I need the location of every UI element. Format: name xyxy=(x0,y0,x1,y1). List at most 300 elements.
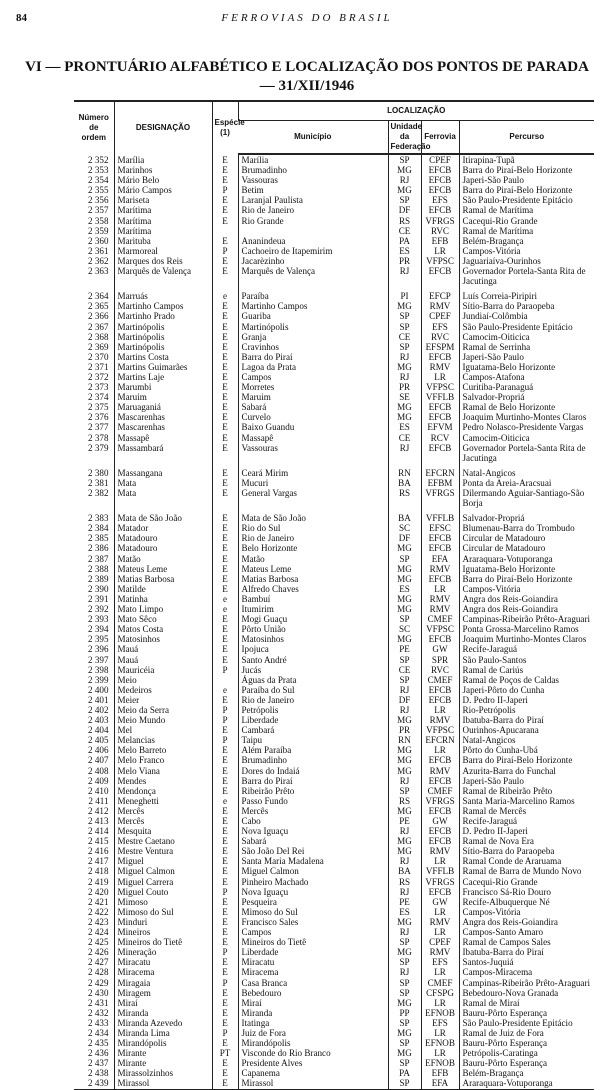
cell-designacao: Mato Sêco xyxy=(114,614,212,624)
cell-ferrovia: EFA xyxy=(421,1078,459,1089)
cell-ferrovia: VFFLB xyxy=(421,513,459,523)
cell-designacao: Mel xyxy=(114,725,212,735)
cell-percurso: Barra do Piraí-Belo Horizonte xyxy=(459,165,594,175)
cell-percurso: Recife-Jaraguá xyxy=(459,816,594,826)
cell-numero: 2 354 xyxy=(88,175,109,186)
cell-especie: E xyxy=(212,468,238,478)
cell-percurso: Japeri-São Paulo xyxy=(459,776,594,786)
cell-especie: E xyxy=(212,624,238,634)
cell-especie: E xyxy=(212,917,238,927)
cell-percurso: Salvador-Propriá xyxy=(459,392,594,402)
cell-designacao: Miracema xyxy=(114,967,212,977)
cell-percurso: Bauru-Pôrto Esperança xyxy=(459,1038,594,1048)
cell-percurso: Pedro Nolasco-Presidente Vargas xyxy=(459,422,594,432)
table-row xyxy=(74,362,594,372)
cell-unidade: DF xyxy=(388,695,421,705)
cell-percurso: Santa Maria-Marcelino Ramos xyxy=(459,796,594,806)
cell-unidade: CE xyxy=(388,665,421,675)
cell-designacao: Marília xyxy=(114,154,212,165)
cell-percurso: Ourinhos-Apucarana xyxy=(459,725,594,735)
cell-numero: 2 362 xyxy=(88,255,109,266)
cell-numero: 2 397 xyxy=(88,654,109,665)
cell-unidade xyxy=(388,498,421,508)
table-row xyxy=(74,695,594,705)
cell-especie: E xyxy=(212,816,238,826)
cell-ferrovia: LR xyxy=(421,927,459,937)
cell-especie: E xyxy=(212,322,238,332)
cell-municipio: Baixo Guandu xyxy=(238,422,388,432)
table-row xyxy=(74,478,594,488)
cell-percurso: Barra do Piraí-Belo Horizonte xyxy=(459,574,594,584)
cell-designacao: Martinho Prado xyxy=(114,311,212,321)
cell-designacao: Miguel xyxy=(114,856,212,866)
cell-percurso: Ramal de Marítima xyxy=(459,205,594,215)
cell-numero: 2 403 xyxy=(88,715,109,726)
cell-municipio: Santa Maria Madalena xyxy=(238,856,388,866)
table-row xyxy=(74,978,594,988)
cell-percurso: Campos-Vitória xyxy=(459,246,594,256)
cell-numero: 2 385 xyxy=(88,533,109,544)
cell-municipio: Pinheiro Machado xyxy=(238,877,388,887)
cell-percurso: Ramal de Nova Era xyxy=(459,836,594,846)
table-row xyxy=(74,927,594,937)
cell-percurso: Natal-Angicos xyxy=(459,735,594,745)
cell-unidade: MG xyxy=(388,412,421,422)
cell-numero: 2 393 xyxy=(88,614,109,625)
cell-municipio: Mineiros do Tietê xyxy=(238,937,388,947)
cell-percurso: Campinas-Ribeirão Prêto-Araguari xyxy=(459,978,594,988)
cell-unidade: RJ xyxy=(388,175,421,185)
cell-unidade: RJ xyxy=(388,887,421,897)
cell-designacao: Miguel Couto xyxy=(114,887,212,897)
cell-municipio: Guariba xyxy=(238,311,388,321)
table-row xyxy=(74,322,594,332)
table-row xyxy=(74,988,594,998)
header-municipio: Município xyxy=(238,121,388,155)
cell-numero: 2 400 xyxy=(88,684,109,695)
cell-especie: E xyxy=(212,836,238,846)
cell-ferrovia: EFCB xyxy=(421,533,459,543)
header-unidade: Unidade da Federação xyxy=(388,121,421,155)
cell-designacao: Marquês de Valença xyxy=(114,266,212,276)
table-row xyxy=(74,957,594,967)
cell-municipio: Ipojuca xyxy=(238,644,388,654)
cell-percurso: Luís Correia-Piripiri xyxy=(459,291,594,301)
cell-unidade: PR xyxy=(388,382,421,392)
cell-ferrovia: EFCB xyxy=(421,887,459,897)
cell-percurso: Ramal de Miraí xyxy=(459,998,594,1008)
table-row xyxy=(74,564,594,574)
table-row xyxy=(74,1068,594,1078)
cell-numero: 2 436 xyxy=(88,1048,109,1059)
cell-percurso: Araraquara-Votuporanga xyxy=(459,1078,594,1089)
cell-numero: 2 368 xyxy=(88,331,109,342)
cell-ferrovia: EFCB xyxy=(421,776,459,786)
cell-unidade: PA xyxy=(388,1068,421,1078)
cell-municipio: Bebedouro xyxy=(238,988,388,998)
table-row xyxy=(74,523,594,533)
stations-table xyxy=(74,100,594,1090)
cell-unidade: SP xyxy=(388,957,421,967)
cell-numero xyxy=(74,498,114,508)
cell-percurso: Jacutinga xyxy=(459,453,594,463)
cell-ferrovia: RMV xyxy=(421,917,459,927)
cell-numero: 2 389 xyxy=(88,573,109,584)
cell-percurso: Ibatuba-Barra do Piraí xyxy=(459,947,594,957)
cell-percurso: Campos-Miracema xyxy=(459,967,594,977)
cell-municipio: Mucuri xyxy=(238,478,388,488)
cell-numero: 2 366 xyxy=(88,311,109,322)
cell-especie: P xyxy=(212,978,238,988)
cell-unidade: RJ xyxy=(388,927,421,937)
table-row xyxy=(74,352,594,362)
cell-numero: 2 378 xyxy=(88,432,109,443)
cell-percurso: Campos-Atafona xyxy=(459,372,594,382)
cell-ferrovia: EFCB xyxy=(421,352,459,362)
cell-municipio: Pesqueira xyxy=(238,897,388,907)
cell-numero: 2 430 xyxy=(88,987,109,998)
cell-municipio: Ananindeua xyxy=(238,236,388,246)
cell-ferrovia: CPEF xyxy=(421,154,459,165)
cell-unidade: MG xyxy=(388,766,421,776)
cell-numero: 2 371 xyxy=(88,361,109,372)
cell-percurso: Francisco Sá-Rio Douro xyxy=(459,887,594,897)
cell-especie: E xyxy=(212,256,238,266)
cell-ferrovia: VFRGS xyxy=(421,488,459,498)
cell-designacao: Medeiros xyxy=(114,685,212,695)
table-row xyxy=(74,443,594,453)
cell-percurso: Ibatuba-Barra do Piraí xyxy=(459,715,594,725)
table-row xyxy=(74,1018,594,1028)
cell-numero: 2 418 xyxy=(88,866,109,877)
header-especie: Espécie (1) xyxy=(212,101,238,154)
cell-ferrovia xyxy=(421,453,459,463)
cell-unidade: DF xyxy=(388,533,421,543)
cell-percurso: Sítio-Barra do Paraopeba xyxy=(459,301,594,311)
cell-percurso: Governador Portela-Santa Rita de xyxy=(459,266,594,276)
cell-percurso: Ramal de Poços de Caldas xyxy=(459,675,594,685)
cell-unidade: RS xyxy=(388,877,421,887)
cell-unidade: ES xyxy=(388,246,421,256)
cell-numero: 2 364 xyxy=(88,291,109,302)
cell-ferrovia: VFPSC xyxy=(421,256,459,266)
cell-numero: 2 383 xyxy=(88,513,109,524)
cell-ferrovia: RMV xyxy=(421,301,459,311)
cell-municipio: Miraí xyxy=(238,998,388,1008)
cell-especie: E xyxy=(212,478,238,488)
cell-especie: E xyxy=(212,443,238,453)
table-row xyxy=(74,554,594,564)
cell-designacao xyxy=(114,453,212,463)
cell-municipio: Taipu xyxy=(238,735,388,745)
cell-numero: 2 370 xyxy=(88,351,109,362)
cell-designacao: Marruás xyxy=(114,291,212,301)
cell-especie: E xyxy=(212,165,238,175)
table-row xyxy=(74,1038,594,1048)
table-row xyxy=(74,332,594,342)
cell-ferrovia: RMV xyxy=(421,846,459,856)
cell-designacao: Mauricéia xyxy=(114,665,212,675)
cell-designacao: Mercês xyxy=(114,806,212,816)
table-row xyxy=(74,644,594,654)
cell-ferrovia: EFCB xyxy=(421,185,459,195)
cell-designacao: Marítima xyxy=(114,205,212,215)
cell-numero: 2 417 xyxy=(88,856,109,867)
cell-numero: 2 388 xyxy=(88,563,109,574)
cell-percurso: Angra dos Reis-Goiandira xyxy=(459,604,594,614)
cell-percurso: São Paulo-Presidente Epitácio xyxy=(459,195,594,205)
cell-ferrovia: CPEF xyxy=(421,937,459,947)
cell-municipio: Casa Branca xyxy=(238,978,388,988)
cell-especie: P xyxy=(212,715,238,725)
cell-designacao: Mineração xyxy=(114,947,212,957)
cell-designacao: Matão xyxy=(114,554,212,564)
cell-municipio: Laranjal Paulista xyxy=(238,195,388,205)
cell-percurso: Barra do Piraí-Belo Horizonte xyxy=(459,185,594,195)
cell-municipio: Cachoeiro de Itapemirim xyxy=(238,246,388,256)
cell-designacao: Matador xyxy=(114,523,212,533)
cell-municipio: Mimoso do Sul xyxy=(238,907,388,917)
cell-designacao: Martinho Campos xyxy=(114,301,212,311)
cell-percurso: D. Pedro II-Japeri xyxy=(459,826,594,836)
table-row xyxy=(74,866,594,876)
cell-unidade: MG xyxy=(388,1048,421,1058)
cell-percurso: Ramal de Marítima xyxy=(459,226,594,236)
cell-municipio: Miranda xyxy=(238,1008,388,1018)
cell-municipio: Rio Grande xyxy=(238,216,388,226)
cell-especie: E xyxy=(212,422,238,432)
cell-percurso: Ramal de Mercês xyxy=(459,806,594,816)
cell-designacao: Mirandópolis xyxy=(114,1038,212,1048)
table-row xyxy=(74,226,594,236)
cell-municipio: Mirassol xyxy=(238,1078,388,1089)
cell-unidade: MG xyxy=(388,301,421,311)
cell-especie: E xyxy=(212,205,238,215)
cell-numero: 2 414 xyxy=(88,826,109,837)
cell-municipio: Campos xyxy=(238,927,388,937)
cell-especie: E xyxy=(212,533,238,543)
cell-designacao: Matadouro xyxy=(114,543,212,553)
cell-especie: E xyxy=(212,897,238,907)
cell-municipio: São João Del Rei xyxy=(238,846,388,856)
cell-municipio: Curvelo xyxy=(238,412,388,422)
cell-especie: E xyxy=(212,372,238,382)
cell-designacao: Meio da Serra xyxy=(114,705,212,715)
cell-numero: 2 359 xyxy=(88,225,109,236)
cell-unidade: CE xyxy=(388,226,421,236)
cell-ferrovia: RMV xyxy=(421,362,459,372)
cell-designacao: Massangana xyxy=(114,468,212,478)
cell-numero: 2 384 xyxy=(88,523,109,534)
cell-municipio: Maruim xyxy=(238,392,388,402)
cell-designacao: Massapê xyxy=(114,433,212,443)
cell-designacao: Marinhos xyxy=(114,165,212,175)
cell-municipio: Bambuí xyxy=(238,594,388,604)
cell-designacao: Miranda Lima xyxy=(114,1028,212,1038)
cell-unidade: ES xyxy=(388,422,421,432)
cell-unidade: SP xyxy=(388,1018,421,1028)
cell-designacao: Melo Franco xyxy=(114,755,212,765)
cell-municipio: Cambará xyxy=(238,725,388,735)
cell-unidade: RJ xyxy=(388,372,421,382)
cell-especie: E xyxy=(212,342,238,352)
table-row xyxy=(74,685,594,695)
cell-ferrovia: EFCB xyxy=(421,266,459,276)
cell-unidade: SP xyxy=(388,554,421,564)
cell-unidade: MG xyxy=(388,806,421,816)
cell-designacao: Meneghetti xyxy=(114,796,212,806)
table-row xyxy=(74,806,594,816)
cell-unidade: SP xyxy=(388,154,421,165)
cell-unidade: PA xyxy=(388,236,421,246)
cell-numero: 2 386 xyxy=(88,543,109,554)
cell-designacao: Mercês xyxy=(114,816,212,826)
cell-unidade: SP xyxy=(388,614,421,624)
cell-especie xyxy=(212,675,238,685)
cell-unidade: SP xyxy=(388,322,421,332)
cell-municipio: Miracatu xyxy=(238,957,388,967)
cell-designacao: Mineiros xyxy=(114,927,212,937)
cell-municipio: Martinópolis xyxy=(238,322,388,332)
cell-designacao: Mário Campos xyxy=(114,185,212,195)
table-row xyxy=(74,195,594,205)
cell-ferrovia: EFA xyxy=(421,554,459,564)
cell-numero: 2 372 xyxy=(88,371,109,382)
cell-percurso: Japeri-São Paulo xyxy=(459,352,594,362)
table-row xyxy=(74,705,594,715)
table-row xyxy=(74,796,594,806)
cell-unidade: RJ xyxy=(388,776,421,786)
cell-designacao: Meio xyxy=(114,675,212,685)
cell-unidade: RJ xyxy=(388,826,421,836)
cell-unidade: RS xyxy=(388,488,421,498)
table-row xyxy=(74,614,594,624)
cell-especie: E xyxy=(212,806,238,816)
cell-designacao: Mendonça xyxy=(114,786,212,796)
table-row xyxy=(74,468,594,478)
cell-ferrovia: EFNOB xyxy=(421,1008,459,1018)
table-row xyxy=(74,342,594,352)
table-row xyxy=(74,498,594,508)
cell-percurso: Ramal de Cariús xyxy=(459,665,594,675)
table-row xyxy=(74,205,594,215)
cell-unidade: MG xyxy=(388,564,421,574)
table-row xyxy=(74,584,594,594)
cell-municipio: Nova Iguaçu xyxy=(238,826,388,836)
cell-especie: E xyxy=(212,644,238,654)
cell-percurso: Petrópolis-Caratinga xyxy=(459,1048,594,1058)
table-row xyxy=(74,453,594,463)
cell-designacao: Mirassol xyxy=(114,1078,212,1089)
table-row xyxy=(74,574,594,584)
table-row xyxy=(74,311,594,321)
cell-designacao: Mauá xyxy=(114,644,212,654)
cell-designacao: Miragaia xyxy=(114,978,212,988)
cell-especie: E xyxy=(212,877,238,887)
cell-especie: E xyxy=(212,488,238,498)
cell-percurso: Barra do Piraí-Belo Horizonte xyxy=(459,755,594,765)
cell-numero: 2 438 xyxy=(88,1068,109,1079)
cell-especie: P xyxy=(212,665,238,675)
cell-especie: E xyxy=(212,907,238,917)
cell-percurso: Angra dos Reis-Goiandira xyxy=(459,917,594,927)
cell-numero: 2 394 xyxy=(88,624,109,635)
cell-municipio: Sabará xyxy=(238,402,388,412)
header-designacao: DESIGNAÇÃO xyxy=(114,101,212,154)
cell-designacao: Melancias xyxy=(114,735,212,745)
cell-numero: 2 369 xyxy=(88,341,109,352)
cell-designacao: Maruim xyxy=(114,392,212,402)
cell-numero: 2 380 xyxy=(88,467,109,478)
cell-numero: 2 363 xyxy=(88,266,109,277)
cell-especie: E xyxy=(212,826,238,836)
cell-especie: E xyxy=(212,564,238,574)
cell-unidade: MG xyxy=(388,917,421,927)
cell-municipio: Mateus Leme xyxy=(238,564,388,574)
cell-designacao: Maruaganiá xyxy=(114,402,212,412)
cell-municipio: Belo Horizonte xyxy=(238,543,388,553)
table-row xyxy=(74,1008,594,1018)
table-row xyxy=(74,175,594,185)
cell-especie: P xyxy=(212,185,238,195)
cell-numero: 2 355 xyxy=(88,185,109,196)
cell-unidade: PE xyxy=(388,644,421,654)
cell-percurso: Ramal Conde de Araruama xyxy=(459,856,594,866)
cell-municipio: Jacarèzinho xyxy=(238,256,388,266)
cell-unidade: ES xyxy=(388,584,421,594)
cell-especie: E xyxy=(212,998,238,1008)
cell-municipio: Vassouras xyxy=(238,175,388,185)
cell-municipio xyxy=(238,276,388,286)
cell-designacao: Mendes xyxy=(114,776,212,786)
table-row xyxy=(74,816,594,826)
cell-numero: 2 415 xyxy=(88,836,109,847)
table-row xyxy=(74,488,594,498)
cell-unidade: SP xyxy=(388,937,421,947)
cell-especie: E xyxy=(212,614,238,624)
cell-especie: E xyxy=(212,725,238,735)
cell-ferrovia: VFPSC xyxy=(421,382,459,392)
cell-unidade: PI xyxy=(388,291,421,301)
cell-designacao xyxy=(114,276,212,286)
cell-unidade: MG xyxy=(388,362,421,372)
table-row xyxy=(74,735,594,745)
cell-numero: 2 408 xyxy=(88,765,109,776)
cell-numero: 2 404 xyxy=(88,725,109,736)
table-row xyxy=(74,998,594,1008)
cell-percurso: Iguatama-Belo Horizonte xyxy=(459,362,594,372)
cell-unidade: MG xyxy=(388,998,421,1008)
cell-unidade: MG xyxy=(388,836,421,846)
cell-designacao: Mimoso do Sul xyxy=(114,907,212,917)
table-row xyxy=(74,216,594,226)
cell-ferrovia: GW xyxy=(421,644,459,654)
cell-designacao: Mirante xyxy=(114,1058,212,1068)
cell-municipio: Lagoa da Prata xyxy=(238,362,388,372)
cell-ferrovia: CMEF xyxy=(421,978,459,988)
cell-municipio: Marília xyxy=(238,154,388,165)
cell-designacao: Matadouro xyxy=(114,533,212,543)
cell-especie: P xyxy=(212,735,238,745)
table-row xyxy=(74,1058,594,1068)
table-row xyxy=(74,755,594,765)
cell-percurso: Ramal de Serrinha xyxy=(459,342,594,352)
cell-ferrovia: LR xyxy=(421,1028,459,1038)
cell-percurso: Jundiaí-Colômbia xyxy=(459,311,594,321)
page-title xyxy=(20,58,594,96)
cell-numero: 2 398 xyxy=(88,664,109,675)
table-row xyxy=(74,745,594,755)
